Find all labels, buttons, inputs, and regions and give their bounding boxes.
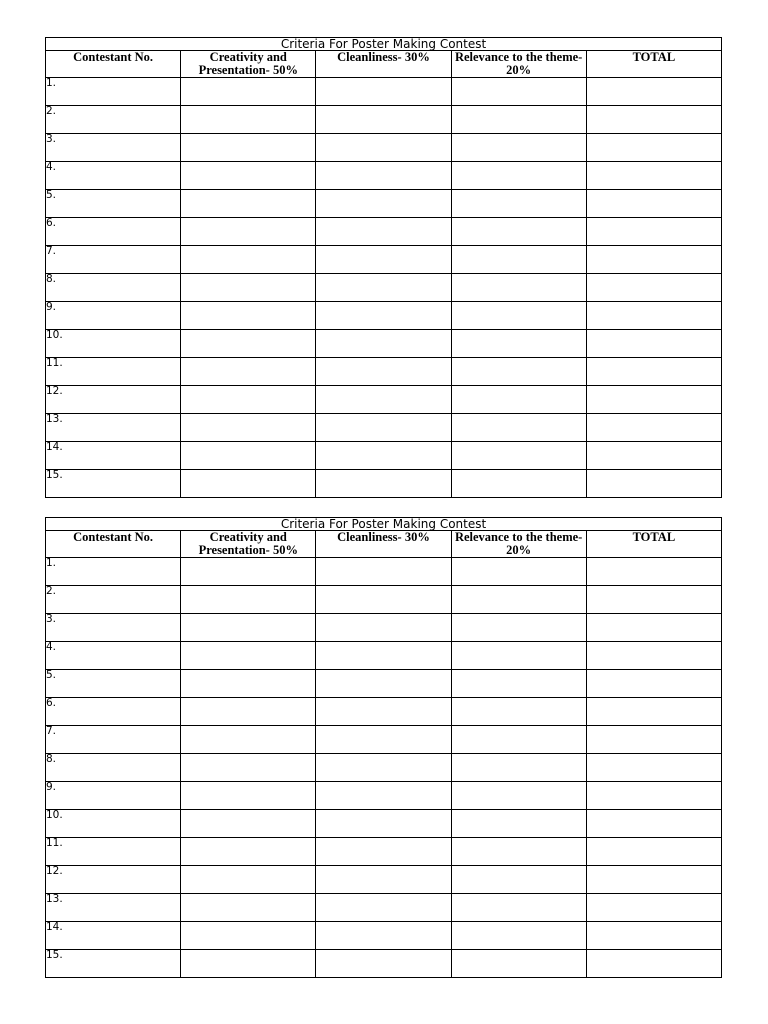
cleanliness-score-cell[interactable] [316, 670, 451, 698]
contestant-number: 2. [46, 586, 181, 614]
table-row [46, 810, 722, 838]
contestant-number: 10. [46, 810, 181, 838]
table-row [46, 274, 722, 302]
relevance-score-cell[interactable] [451, 922, 586, 950]
contestant-number: 6. [46, 218, 181, 246]
relevance-score-cell[interactable] [451, 302, 586, 330]
table-row [46, 470, 722, 498]
total-score-cell[interactable] [586, 218, 721, 246]
creativity-score-cell[interactable] [181, 726, 316, 754]
table-row [46, 726, 722, 754]
cleanliness-score-cell[interactable] [316, 414, 451, 442]
contestant-number: 8. [46, 274, 181, 302]
total-score-cell[interactable] [586, 726, 721, 754]
contestant-number: 15. [46, 470, 181, 498]
contestant-number: 10. [46, 330, 181, 358]
total-score-cell[interactable] [586, 386, 721, 414]
total-score-cell[interactable] [586, 922, 721, 950]
table-row [46, 950, 722, 978]
table-row [46, 642, 722, 670]
score-rows [46, 558, 722, 978]
cleanliness-score-cell[interactable] [316, 274, 451, 302]
creativity-score-cell[interactable] [181, 614, 316, 642]
column-header-relevance: Relevance to the theme-20% [451, 531, 586, 558]
relevance-score-cell[interactable] [451, 246, 586, 274]
table-row [46, 782, 722, 810]
table-row [46, 586, 722, 614]
sheet-title: Criteria For Poster Making Contest [46, 518, 722, 531]
cleanliness-score-cell[interactable] [316, 950, 451, 978]
relevance-score-cell[interactable] [451, 614, 586, 642]
contestant-number: 1. [46, 558, 181, 586]
total-score-cell[interactable] [586, 358, 721, 386]
relevance-score-cell[interactable] [451, 134, 586, 162]
score-sheet-table [45, 37, 722, 498]
creativity-score-cell[interactable] [181, 866, 316, 894]
column-header-relevance: Relevance to the theme-20% [451, 51, 586, 78]
contestant-number: 4. [46, 162, 181, 190]
total-score-cell[interactable] [586, 698, 721, 726]
table-row [46, 78, 722, 106]
cleanliness-score-cell[interactable] [316, 470, 451, 498]
total-score-cell[interactable] [586, 642, 721, 670]
total-score-cell[interactable] [586, 754, 721, 782]
cleanliness-score-cell[interactable] [316, 358, 451, 386]
relevance-score-cell[interactable] [451, 642, 586, 670]
contestant-number: 1. [46, 78, 181, 106]
creativity-score-cell[interactable] [181, 586, 316, 614]
total-score-cell[interactable] [586, 246, 721, 274]
creativity-score-cell[interactable] [181, 894, 316, 922]
table-row [46, 894, 722, 922]
total-score-cell[interactable] [586, 894, 721, 922]
table-row [46, 614, 722, 642]
contestant-number: 9. [46, 782, 181, 810]
creativity-score-cell[interactable] [181, 190, 316, 218]
contestant-number: 11. [46, 838, 181, 866]
creativity-score-cell[interactable] [181, 810, 316, 838]
relevance-score-cell[interactable] [451, 950, 586, 978]
cleanliness-score-cell[interactable] [316, 922, 451, 950]
total-score-cell[interactable] [586, 866, 721, 894]
cleanliness-score-cell[interactable] [316, 810, 451, 838]
relevance-score-cell[interactable] [451, 218, 586, 246]
contestant-number: 5. [46, 670, 181, 698]
relevance-score-cell[interactable] [451, 754, 586, 782]
table-row [46, 386, 722, 414]
table-row [46, 190, 722, 218]
column-header-total: TOTAL [586, 531, 721, 558]
creativity-score-cell[interactable] [181, 922, 316, 950]
relevance-score-cell[interactable] [451, 414, 586, 442]
contestant-number: 7. [46, 246, 181, 274]
creativity-score-cell[interactable] [181, 218, 316, 246]
cleanliness-score-cell[interactable] [316, 558, 451, 586]
contestant-number: 6. [46, 698, 181, 726]
cleanliness-score-cell[interactable] [316, 246, 451, 274]
total-score-cell[interactable] [586, 106, 721, 134]
table-row [46, 866, 722, 894]
creativity-score-cell[interactable] [181, 950, 316, 978]
table-row [46, 162, 722, 190]
cleanliness-score-cell[interactable] [316, 134, 451, 162]
creativity-score-cell[interactable] [181, 78, 316, 106]
relevance-score-cell[interactable] [451, 442, 586, 470]
relevance-score-cell[interactable] [451, 78, 586, 106]
creativity-score-cell[interactable] [181, 330, 316, 358]
relevance-score-cell[interactable] [451, 866, 586, 894]
cleanliness-score-cell[interactable] [316, 190, 451, 218]
contestant-number: 7. [46, 726, 181, 754]
table-row [46, 330, 722, 358]
contestant-number: 12. [46, 866, 181, 894]
creativity-score-cell[interactable] [181, 670, 316, 698]
cleanliness-score-cell[interactable] [316, 302, 451, 330]
contestant-number: 14. [46, 922, 181, 950]
contestant-number: 12. [46, 386, 181, 414]
total-score-cell[interactable] [586, 586, 721, 614]
cleanliness-score-cell[interactable] [316, 614, 451, 642]
table-row [46, 358, 722, 386]
contestant-number: 4. [46, 642, 181, 670]
cleanliness-score-cell[interactable] [316, 698, 451, 726]
creativity-score-cell[interactable] [181, 782, 316, 810]
cleanliness-score-cell[interactable] [316, 838, 451, 866]
relevance-score-cell[interactable] [451, 670, 586, 698]
total-score-cell[interactable] [586, 78, 721, 106]
creativity-score-cell[interactable] [181, 302, 316, 330]
creativity-score-cell[interactable] [181, 558, 316, 586]
table-row [46, 670, 722, 698]
contestant-number: 11. [46, 358, 181, 386]
total-score-cell[interactable] [586, 330, 721, 358]
cleanliness-score-cell[interactable] [316, 894, 451, 922]
score-rows [46, 78, 722, 498]
total-score-cell[interactable] [586, 274, 721, 302]
creativity-score-cell[interactable] [181, 414, 316, 442]
total-score-cell[interactable] [586, 782, 721, 810]
relevance-score-cell[interactable] [451, 358, 586, 386]
total-score-cell[interactable] [586, 470, 721, 498]
creativity-score-cell[interactable] [181, 442, 316, 470]
contestant-number: 8. [46, 754, 181, 782]
column-header-contestant-no: Contestant No. [46, 51, 181, 78]
contestant-number: 9. [46, 302, 181, 330]
cleanliness-score-cell[interactable] [316, 386, 451, 414]
relevance-score-cell[interactable] [451, 810, 586, 838]
table-row [46, 754, 722, 782]
total-score-cell[interactable] [586, 190, 721, 218]
relevance-score-cell[interactable] [451, 558, 586, 586]
cleanliness-score-cell[interactable] [316, 642, 451, 670]
table-row [46, 106, 722, 134]
column-header-creativity: Creativity and Presentation- 50% [181, 51, 316, 78]
creativity-score-cell[interactable] [181, 134, 316, 162]
table-row [46, 218, 722, 246]
table-row [46, 302, 722, 330]
cleanliness-score-cell[interactable] [316, 162, 451, 190]
creativity-score-cell[interactable] [181, 838, 316, 866]
table-row [46, 442, 722, 470]
relevance-score-cell[interactable] [451, 838, 586, 866]
column-header-total: TOTAL [586, 51, 721, 78]
cleanliness-score-cell[interactable] [316, 726, 451, 754]
contestant-number: 5. [46, 190, 181, 218]
cleanliness-score-cell[interactable] [316, 586, 451, 614]
relevance-score-cell[interactable] [451, 330, 586, 358]
creativity-score-cell[interactable] [181, 358, 316, 386]
sheet-title: Criteria For Poster Making Contest [46, 38, 722, 51]
creativity-score-cell[interactable] [181, 698, 316, 726]
creativity-score-cell[interactable] [181, 274, 316, 302]
total-score-cell[interactable] [586, 950, 721, 978]
contestant-number: 2. [46, 106, 181, 134]
total-score-cell[interactable] [586, 302, 721, 330]
table-row [46, 134, 722, 162]
total-score-cell[interactable] [586, 134, 721, 162]
cleanliness-score-cell[interactable] [316, 442, 451, 470]
creativity-score-cell[interactable] [181, 386, 316, 414]
cleanliness-score-cell[interactable] [316, 106, 451, 134]
table-row [46, 414, 722, 442]
creativity-score-cell[interactable] [181, 162, 316, 190]
creativity-score-cell[interactable] [181, 106, 316, 134]
relevance-score-cell[interactable] [451, 106, 586, 134]
column-header-cleanliness: Cleanliness- 30% [316, 51, 451, 78]
contestant-number: 3. [46, 614, 181, 642]
relevance-score-cell[interactable] [451, 698, 586, 726]
table-row [46, 698, 722, 726]
cleanliness-score-cell[interactable] [316, 330, 451, 358]
total-score-cell[interactable] [586, 442, 721, 470]
relevance-score-cell[interactable] [451, 726, 586, 754]
contestant-number: 13. [46, 894, 181, 922]
relevance-score-cell[interactable] [451, 586, 586, 614]
total-score-cell[interactable] [586, 670, 721, 698]
relevance-score-cell[interactable] [451, 386, 586, 414]
total-score-cell[interactable] [586, 162, 721, 190]
total-score-cell[interactable] [586, 614, 721, 642]
creativity-score-cell[interactable] [181, 754, 316, 782]
contestant-number: 15. [46, 950, 181, 978]
table-row [46, 838, 722, 866]
cleanliness-score-cell[interactable] [316, 782, 451, 810]
cleanliness-score-cell[interactable] [316, 866, 451, 894]
relevance-score-cell[interactable] [451, 274, 586, 302]
total-score-cell[interactable] [586, 414, 721, 442]
table-row [46, 246, 722, 274]
creativity-score-cell[interactable] [181, 470, 316, 498]
total-score-cell[interactable] [586, 558, 721, 586]
cleanliness-score-cell[interactable] [316, 78, 451, 106]
creativity-score-cell[interactable] [181, 642, 316, 670]
total-score-cell[interactable] [586, 838, 721, 866]
column-header-contestant-no: Contestant No. [46, 531, 181, 558]
relevance-score-cell[interactable] [451, 894, 586, 922]
column-header-cleanliness: Cleanliness- 30% [316, 531, 451, 558]
column-header-creativity: Creativity and Presentation- 50% [181, 531, 316, 558]
contestant-number: 3. [46, 134, 181, 162]
relevance-score-cell[interactable] [451, 162, 586, 190]
table-row [46, 558, 722, 586]
relevance-score-cell[interactable] [451, 190, 586, 218]
contestant-number: 13. [46, 414, 181, 442]
relevance-score-cell[interactable] [451, 470, 586, 498]
cleanliness-score-cell[interactable] [316, 218, 451, 246]
total-score-cell[interactable] [586, 810, 721, 838]
table-row [46, 922, 722, 950]
creativity-score-cell[interactable] [181, 246, 316, 274]
cleanliness-score-cell[interactable] [316, 754, 451, 782]
score-sheet-table [45, 517, 722, 978]
contestant-number: 14. [46, 442, 181, 470]
relevance-score-cell[interactable] [451, 782, 586, 810]
